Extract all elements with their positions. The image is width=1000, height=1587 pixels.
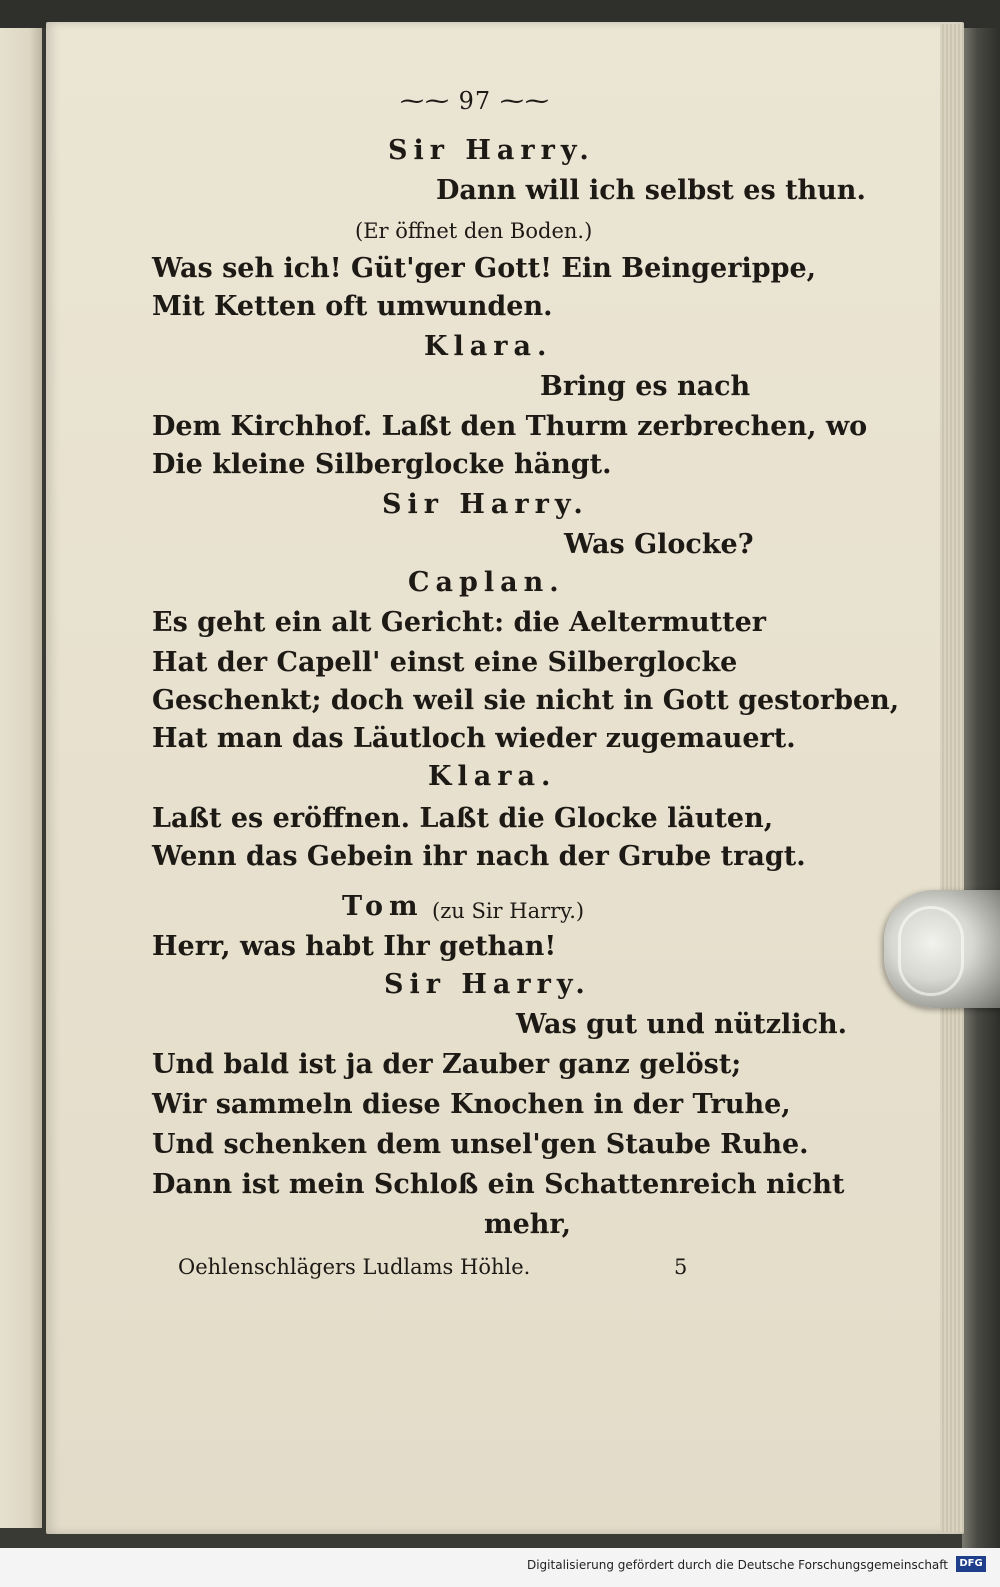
speaker-sir-harry: Sir Harry. [384,969,591,1000]
verse-line: Was seh ich! Güt'ger Gott! Ein Beingerippe, [152,253,817,284]
page-stack-edges [940,24,964,1532]
speaker-tom: Tom [342,891,424,922]
verse-line: Hat man das Läutloch wieder zugemauert. [152,723,796,754]
verse-line: Und bald ist ja der Zauber ganz gelöst; [152,1049,742,1080]
verse-line: Dem Kirchhof. Laßt den Thurm zerbrechen, wo [152,411,868,442]
verse-line: Geschenkt; doch weil sie nicht in Gott gestorben, [152,685,900,716]
glass-page-weight [884,890,1000,1008]
left-page-edge [0,28,42,1528]
ornament-left: ⁓⁓ [400,87,450,115]
verse-line: Es geht ein alt Gericht: die Aeltermutter [152,607,766,638]
stage-direction: (Er öffnet den Boden.) [355,219,593,243]
verse-line: Wenn das Gebein ihr nach der Grube tragt. [152,841,806,872]
verse-line: Wir sammeln diese Knochen in der Truhe, [152,1089,791,1120]
verse-line: Was gut und nützlich. [516,1009,848,1040]
credit-text: Digitalisierung gefördert durch die Deutsche Forschungsgemeinschaft [526,1558,948,1572]
page-header [400,84,550,118]
page-number: 97 [458,87,492,115]
verse-line: Mit Ketten oft umwunden. [152,291,553,322]
verse-line: Bring es nach [540,371,751,402]
verse-line: Die kleine Silberglocke hängt. [152,449,612,480]
verse-line: Hat der Capell' einst eine Silberglocke [152,647,738,678]
verse-line: Und schenken dem unsel'gen Staube Ruhe. [152,1129,809,1160]
dfg-logo: DFG [956,1556,986,1572]
book-cover-edge [962,28,1000,1548]
speaker-klara: Klara. [424,331,553,362]
speaker-klara: Klara. [428,761,557,792]
verse-line-continuation: mehr, [484,1209,572,1240]
verse-line: Herr, was habt Ihr gethan! [152,931,557,962]
speaker-caplan: Caplan. [408,567,565,598]
verse-line: Dann ist mein Schloß ein Schattenreich nicht [152,1169,845,1200]
speaker-sir-harry: Sir Harry. [388,135,595,166]
verse-line: Was Glocke? [564,529,754,560]
sheet-mark: 5 [674,1255,688,1279]
ornament-right: ⁓⁓ [499,87,550,115]
verse-line: Laßt es eröffnen. Laßt die Glocke läuten, [152,803,774,834]
verse-line: Dann will ich selbst es thun. [436,175,866,206]
signature-line: Oehlenschlägers Ludlams Höhle. [178,1255,531,1279]
glass-reflection [898,906,964,996]
stage-direction: (zu Sir Harry.) [432,899,585,923]
speaker-sir-harry: Sir Harry. [382,489,589,520]
